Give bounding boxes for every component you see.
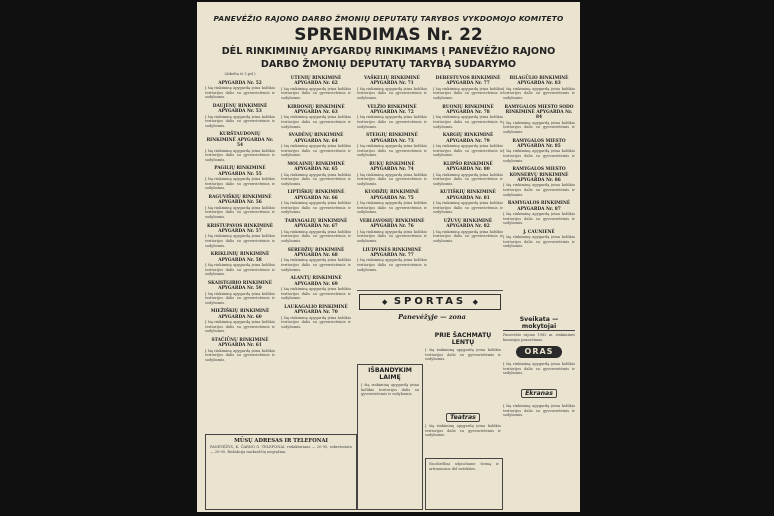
district-heading: LAUKAGALIO RINKIMINĖ APYGARDA Nr. 70 (284, 304, 348, 316)
weather-logo: ORAS (516, 346, 562, 358)
district-heading: UŽUVŲ RINKIMINĖ APYGARDA Nr. 82 (443, 218, 493, 230)
district-text: Į šią rinkiminę apygardą įeina kolūkio teritorijos dalis su gyvenvietėmis ir sodybomis. (503, 183, 575, 197)
district-text: Į šią rinkiminę apygardą įeina kolūkio teritorijos dalis su gyvenvietėmis ir sodybomis. (205, 348, 275, 362)
district-text: Į šią rinkiminę apygardą įeina kolūkio teritorijos dalis su gyvenvietėmis ir sodybomis. (281, 315, 351, 329)
district-heading: KRIKLINIŲ RINKIMINĖ APYGARDA Nr. 58 (210, 252, 270, 263)
cinema-logo: Ekranas (521, 389, 557, 398)
district-heading: KURŠTAUDONIŲ RINKIMINĖ APYGARDA Nr. 54 (206, 132, 274, 149)
district-text: Į šią rinkiminę apygardą įeina kolūkio teritorijos dalis su gyvenvietėmis ir sodybomis. (205, 291, 275, 305)
district-heading: RAMYGALOS RINKIMINĖ APYGARDA Nr. 87 (507, 201, 571, 212)
district-text: Į šią rinkiminę apygardą įeina kolūkio teritorijos dalis su gyvenvietėmis ir sodybomis. (281, 258, 351, 272)
district-text: Į šią rinkiminę apygardą įeina kolūkio teritorijos dalis su gyvenvietėmis ir sodybomis. (357, 229, 427, 243)
district-text: Į šią rinkiminę apygardą įeina kolūkio teritorijos dalis su gyvenvietėmis ir sodybomis. (433, 144, 503, 158)
condolence-box (425, 458, 503, 510)
district-text: Į šią rinkiminę apygardą įeina kolūkio teritorijos dalis su gyvenvietėmis ir sodybomis. (503, 212, 575, 226)
district-text: Į šią rinkiminę apygardą įeina kolūkio teritorijos dalis su gyvenvietėmis ir sodybomis. (205, 262, 275, 277)
column-5 (503, 72, 575, 308)
sports-subtitle: Panevėžyje — zona (398, 313, 466, 321)
district-heading: RAMYGALOS MIESTO KONSERVŲ RINKIMINĖ APYGARDA Nr. 86 (509, 167, 569, 183)
district-heading: PAGILIŲ RINKIMINĖ APYGARDA Nr. 55 (214, 166, 266, 177)
district-text: Į šią rinkiminę apygardą įeina kolūkio teritorijos dalis su gyvenvietėmis ir sodybomis. (357, 201, 427, 215)
right-bottom-column (503, 314, 575, 510)
column-4 (433, 72, 503, 288)
health-title: Sveikata — mokytojai (503, 316, 575, 331)
district-heading: RAGUVIŠKIŲ RINKIMINĖ APYGARDA Nr. 56 (208, 194, 272, 206)
district-heading: KUODŽIŲ RINKIMINĖ APYGARDA Nr. 75 (364, 190, 420, 201)
district-text: Į šią rinkiminę apygardą įeina kolūkio teritorijos dalis su gyvenvietėmis ir sodybomis. (205, 234, 275, 248)
district-heading: ALANTŲ RINKIMINĖ APYGARDA Nr. 69 (290, 276, 342, 287)
district-heading: RUKŲ RINKIMINĖ APYGARDA Nr. 74 (369, 161, 415, 173)
district-heading: RUONIŲ RINKIMINĖ APYGARDA Nr. 78 (442, 104, 494, 115)
condolence-text: Nuoširdžiai užjaučiame šeimą ir artimuosius dėl netekties. (429, 462, 499, 471)
district-heading: VELŽIO RINKIMINĖ APYGARDA Nr. 72 (367, 104, 417, 115)
district-text: Į šią rinkiminę apygardą įeina kolūkio teritorijos dalis su gyvenvietėmis ir sodybomis. (281, 115, 351, 129)
district-heading: STEIGIŲ RINKIMINĖ APYGARDA Nr. 73 (366, 133, 418, 144)
newspaper-page (197, 2, 580, 512)
address-text: PANEVĖŽYS, K. ČARNO G. TELEFONAI: redaktoriaus — 20-95, sekretoriato — 20-05. Redakcija rankraščių negrąžina. (210, 445, 352, 454)
address-box (205, 434, 357, 510)
continued-note: (Atkelta iš 3 psl.) (224, 72, 256, 76)
district-heading: LIPTIŠKIŲ RINKIMINĖ APYGARDA Nr. 66 (287, 190, 345, 201)
district-text: Į šią rinkiminę apygardą įeina kolūkio teritorijos dalis su gyvenvietėmis ir sodybomis. (281, 286, 351, 301)
lottery-box (357, 364, 423, 510)
district-heading: APYGARDA Nr. 52 (218, 80, 262, 86)
district-text: Į šią rinkiminę apygardą įeina kolūkio teritorijos dalis su gyvenvietėmis ir sodybomis. (433, 86, 503, 100)
district-text: Į šią rinkiminę apygardą įeina kolūkio teritorijos dalis su gyvenvietėmis ir sodybomis. (205, 86, 275, 100)
district-heading: VEBLIAVOSIŲ RINKIMINĖ APYGARDA Nr. 76 (359, 218, 425, 230)
chess-text: Į šią rinkiminę apygardą įeina kolūkio teritorijos dalis su gyvenvietėmis ir sodybomis. (425, 348, 501, 362)
district-text: Į šią rinkiminę apygardą įeina kolūkio teritorijos dalis su gyvenvietėmis ir sodybomis. (503, 120, 575, 134)
district-text: Į šią rinkiminę apygardą įeina kolūkio teritorijos dalis su gyvenvietėmis ir sodybomis. (433, 229, 503, 243)
health-text: Panevėžio rajono 1982 m. rinkiminės komisijos pranešimas. (503, 333, 575, 342)
lottery-text: Į šią rinkiminę apygardą įeina kolūkio teritorijos dalis su gyvenvietėmis ir sodybomis. (361, 383, 419, 397)
district-heading: DEBESTUVOS RINKIMINĖ APYGARDA Nr. 77 (435, 76, 501, 87)
district-text: Į šią rinkiminę apygardą įeina kolūkio teritorijos dalis su gyvenvietėmis ir sodybomis. (433, 201, 503, 215)
district-text: Į šią rinkiminę apygardą įeina kolūkio teritorijos dalis su gyvenvietėmis ir sodybomis. (281, 229, 351, 243)
theatre-title: Teatras (446, 413, 480, 422)
page-title: SPRENDIMAS Nr. 22 (294, 25, 483, 45)
district-text: Į šią rinkiminę apygardą įeina kolūkio teritorijos dalis su gyvenvietėmis ir sodybomis. (357, 86, 427, 100)
cinema-text: Į šią rinkiminę apygardą įeina kolūkio teritorijos dalis su gyvenvietėmis ir sodybomis. (503, 403, 575, 418)
district-heading: MIEŽIŠKIŲ RINKIMINĖ APYGARDA Nr. 60 (210, 309, 270, 320)
district-heading: LIUDVINĖS RINKIMINĖ APYGARDA Nr. 77 (362, 247, 422, 258)
column-1 (205, 72, 275, 430)
district-heading: RAMYGALOS MIESTO SODO RINKIMINĖ APYGARDA Nr. 84 (504, 104, 574, 121)
sports-banner: ◆ SPORTAS ◆ (359, 294, 501, 310)
district-text: Į šią rinkiminę apygardą įeina kolūkio teritorijos dalis su gyvenvietėmis ir sodybomis. (503, 86, 575, 100)
district-text: Į šią rinkiminę apygardą įeina kolūkio teritorijos dalis su gyvenvietėmis ir sodybomis. (281, 172, 351, 186)
header-subtitle-1: DĖL RINKIMINIŲ APYGARDŲ RINKIMAMS Į PANEVĖŽIO RAJONO (221, 46, 556, 57)
district-text: Į šią rinkiminę apygardą įeina kolūkio teritorijos dalis su gyvenvietėmis ir sodybomis. (433, 172, 503, 186)
district-heading: VAŠKELIŲ RINKIMINĖ APYGARDA Nr. 71 (364, 76, 420, 87)
address-title: MŪSŲ ADRESAS IR TELEFONAI (234, 438, 328, 444)
theatre-box (425, 404, 501, 454)
district-heading: KARGIŲ RINKIMINĖ APYGARDA Nr. 79 (442, 133, 494, 144)
weather-text: Į šią rinkiminę apygardą įeina kolūkio teritorijos dalis su gyvenvietėmis ir sodybomis. (503, 362, 575, 376)
district-text: Į šią rinkiminę apygardą įeina kolūkio teritorijos dalis su gyvenvietėmis ir sodybomis. (281, 201, 351, 215)
column-2 (281, 72, 351, 430)
district-text: Į šią rinkiminę apygardą įeina kolūkio teritorijos dalis su gyvenvietėmis ir sodybomis. (433, 115, 503, 129)
district-heading: KRISTUPAVOS RINKIMINĖ APYGARDA Nr. 57 (206, 223, 274, 234)
district-heading: J. CAUNIENĖ (523, 229, 555, 235)
district-heading: SKAISTGIRIO RINKIMINĖ APYGARDA Nr. 59 (207, 280, 273, 292)
lottery-title: IŠBANDYKIM LAIMĘ (368, 367, 412, 381)
district-heading: RAMYGALOS MIESTO APYGARDA Nr. 85 (512, 138, 566, 149)
district-heading: KUTIŠKIŲ RINKIMINĖ APYGARDA Nr. 81 (440, 190, 496, 201)
district-text: Į šią rinkiminę apygardą įeina kolūkio teritorijos dalis su gyvenvietėmis ir sodybomis. (357, 115, 427, 129)
district-heading: TARVAGALIŲ RINKIMINĖ APYGARDA Nr. 67 (284, 218, 348, 230)
district-text: Į šią rinkiminę apygardą įeina kolūkio teritorijos dalis su gyvenvietėmis ir sodybomis. (357, 172, 427, 186)
district-text: Į šią rinkiminę apygardą įeina kolūkio teritorijos dalis su gyvenvietėmis ir sodybomis. (205, 320, 275, 334)
district-heading: BILAGŪLIO RINKIMINĖ APYGARDA Nr. 83 (509, 76, 569, 87)
district-text: Į šią rinkiminę apygardą įeina kolūkio teritorijos dalis su gyvenvietėmis ir sodybomis. (281, 144, 351, 158)
chess-title: PRIE ŠACHMATŲ LENTŲ (434, 332, 492, 346)
header-subtitle-2: DARBO ŽMONIŲ DEPUTATŲ TARYBĄ SUDARYMO (260, 59, 517, 70)
district-text: Į šią rinkiminę apygardą įeina kolūkio teritorijos dalis su gyvenvietėmis ir sodybomis. (357, 144, 427, 158)
district-text: Į šią rinkiminę apygardą įeina kolūkio teritorijos dalis su gyvenvietėmis ir sodybomis. (205, 205, 275, 219)
district-text: Į šią rinkiminę apygardą įeina kolūkio teritorijos dalis su gyvenvietėmis ir sodybomis. (205, 177, 275, 191)
theatre-text: Į šią rinkiminę apygardą įeina kolūkio teritorijos dalis su gyvenvietėmis ir sodybomis. (425, 424, 501, 438)
district-heading: MOLAINIŲ RINKIMINĖ APYGARDA Nr. 65 (287, 161, 345, 173)
column-3 (357, 72, 427, 288)
header-committee: PANEVĖŽIO RAJONO DARBO ŽMONIŲ DEPUTATŲ TARYBOS VYKDOMOJO KOMITETO (213, 14, 564, 23)
district-heading: KLIPŠO RINKIMINĖ APYGARDA Nr. 80 (443, 161, 493, 173)
district-heading: KIRDONIŲ RINKIMINĖ APYGARDA Nr. 63 (287, 104, 345, 115)
district-text: Į šią rinkiminę apygardą įeina kolūkio teritorijos dalis su gyvenvietėmis ir sodybomis. (357, 258, 427, 272)
district-heading: STAČIŪNŲ RINKIMINĖ APYGARDA Nr. 61 (211, 337, 269, 349)
district-text: Į šią rinkiminę apygardą įeina kolūkio teritorijos dalis su gyvenvietėmis ir sodybomis. (503, 235, 575, 249)
chess-box (425, 330, 501, 392)
district-text: Į šią rinkiminę apygardą įeina kolūkio teritorijos dalis su gyvenvietėmis ir sodybomis. (503, 149, 575, 163)
district-heading: UTENIŲ RINKIMINĖ APYGARDA Nr. 62 (290, 76, 342, 87)
district-text: Į šią rinkiminę apygardą įeina kolūkio teritorijos dalis su gyvenvietėmis ir sodybomis. (205, 114, 275, 128)
district-heading: SVADĖNŲ RINKIMINĖ APYGARDA Nr. 64 (288, 133, 344, 144)
district-heading: SEREDŽIŲ RINKIMINĖ APYGARDA Nr. 68 (287, 247, 345, 258)
district-heading: DAUJĖNŲ RINKIMINĖ APYGARDA Nr. 53 (212, 103, 268, 115)
district-text: Į šią rinkiminę apygardą įeina kolūkio teritorijos dalis su gyvenvietėmis ir sodybomis. (281, 86, 351, 100)
district-text: Į šią rinkiminę apygardą įeina kolūkio teritorijos dalis su gyvenvietėmis ir sodybomis. (205, 148, 275, 162)
